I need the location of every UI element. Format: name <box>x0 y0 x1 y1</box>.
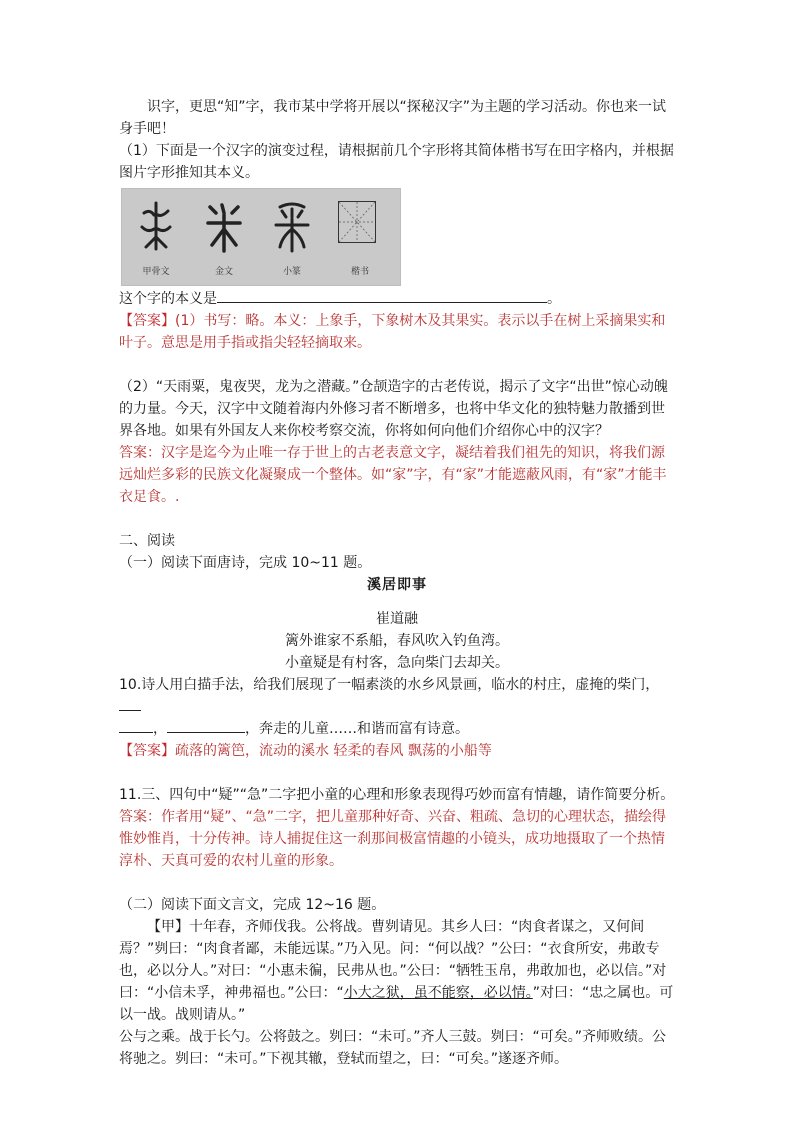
character-evolution-image <box>121 188 401 286</box>
subsection-heading-1: （一）阅读下面唐诗，完成 10~11 题。 <box>119 555 372 571</box>
q1-fill-suffix: 。 <box>547 291 561 307</box>
answer-tag: 【答案】 <box>119 313 175 329</box>
answer-1-text: (1）书写：略。本义：上象手，下象树木及其果实。表示以手在树上采摘果实和叶子。意思是用手指或指尖轻轻摘取来。 <box>119 313 666 351</box>
poem-line-2: 小童疑是有村客，急向柴门去却关。 <box>285 655 509 671</box>
question-10 <box>119 674 675 740</box>
small-seal-glyph <box>262 195 322 281</box>
question-1: （1）下面是一个汉字的演变过程，请根据前几个字形将其简体楷书写在田字格内，并根据图片字形推知其本义。 <box>119 143 674 181</box>
classical-text-jia <box>119 916 675 1026</box>
jia-underlined-sentence: 小大之狱，虽不能察，必以情。 <box>343 985 533 1001</box>
document-page <box>119 96 675 1070</box>
poem-title: 溪居即事 <box>367 577 427 593</box>
q10-blank-2[interactable] <box>167 718 245 733</box>
intro-paragraph: 识字，更思“知”字，我市某中学将开展以“探秘汉字”为主题的学习活动。你也来一试身手吧！ <box>119 99 667 137</box>
glyph-label-seal: 小篆 <box>282 267 301 277</box>
answer-tag: 【答案】 <box>119 743 175 759</box>
q10-text-c: ，奔走的儿童……和谐而富有诗意。 <box>245 721 469 737</box>
answer-2: 答案：汉字是迄今为止唯一存于世上的古老表意文字，凝结着我们祖先的知识，将我们源远灿烂多彩的民族文化凝聚成一个整体。如“家”字，有“家”才能遮蔽风雨，有“家”才能丰衣足食。. <box>119 445 667 505</box>
poem-author: 崔道融 <box>376 611 418 627</box>
section-heading: 二、阅读 <box>119 533 175 549</box>
q10-blank-1b[interactable] <box>119 718 153 733</box>
jia-text-a: 【甲】十年春，齐师伐我。公将战。曹刿请见。其乡人曰：“肉食者谋之，又何间焉？”刿曰：“肉食者鄙，未能远谋。”乃入见。问：“何以战？”公曰：“衣食所安，弗敢专也，必以分人。”对曰：“小惠未徧，民弗从也。”公曰：“牺牲玉帛，弗敢加也，必以信。”对曰：“小信未孚，神弗福也。”公曰：“ <box>119 919 667 1001</box>
glyph-label-oracle: 甲骨文 <box>142 267 170 277</box>
q1-fill-prefix: 这个字的本义是 <box>119 291 217 307</box>
q10-text-b: ， <box>153 721 167 737</box>
question-2: （2）“天雨粟，鬼夜哭，龙为之潜藏。”仓颉造字的古老传说，揭示了文字“出世”惊心动魄的力量。今天，汉字中文随着海内外修习者不断增多，也将中华文化的独特魅力散播到世界各地。如果有外国友人来你校考察交流，你将如何向他们介绍你心中的汉字？ <box>119 379 668 439</box>
q10-blank-1a[interactable] <box>119 696 141 711</box>
subsection-heading-2: （二）阅读下面文言文，完成 12~16 题。 <box>119 897 386 913</box>
q10-text-a: 10.诗人用白描手法，给我们展现了一幅素淡的水乡风景画，临水的村庄，虚掩的柴门， <box>119 677 660 693</box>
glyph-label-bronze: 金文 <box>214 267 233 277</box>
oracle-bone-glyph <box>126 195 186 281</box>
jia-text-b: ”对曰：“忠之属也。可以一战。战则请从。” <box>119 985 674 1023</box>
poem-line-1: 篱外谁家不系船，春风吹入钓鱼湾。 <box>285 633 509 649</box>
answer-10 <box>119 740 675 762</box>
q1-answer-blank[interactable] <box>217 288 547 303</box>
regular-script-cell <box>330 195 390 281</box>
glyph-label-regular: 楷书 <box>350 267 369 277</box>
answer-1 <box>119 310 675 354</box>
classical-text-continued: 公与之乘。战于长勺。公将鼓之。刿曰：“未可。”齐人三鼓。刿曰：“可矣。”齐师败绩。公将驰之。刿曰：“未可。”下视其辙，登轼而望之，曰：“可矣。”遂逐齐师。 <box>119 1029 667 1067</box>
answer-10-text: 疏落的篱笆，流动的溪水 轻柔的春风 飘荡的小船等 <box>175 743 492 759</box>
q1-fill-line <box>119 288 675 310</box>
question-11: 11.三、四句中“疑”“急”二字把小童的心理和形象表现得巧妙而富有情趣，请作简要分析。 <box>119 787 675 803</box>
tianzige-grid[interactable] <box>338 201 376 243</box>
bronze-glyph <box>194 195 254 281</box>
answer-11: 答案：作者用“疑”、“急”二字，把儿童那种好奇、兴奋、粗疏、急切的心理状态，描绘得惟妙惟肖，十分传神。诗人捕捉住这一刹那间极富情趣的小镜头，成功地摄取了一个热情淳朴、天真可爱的农村儿童的形象。 <box>119 809 667 869</box>
